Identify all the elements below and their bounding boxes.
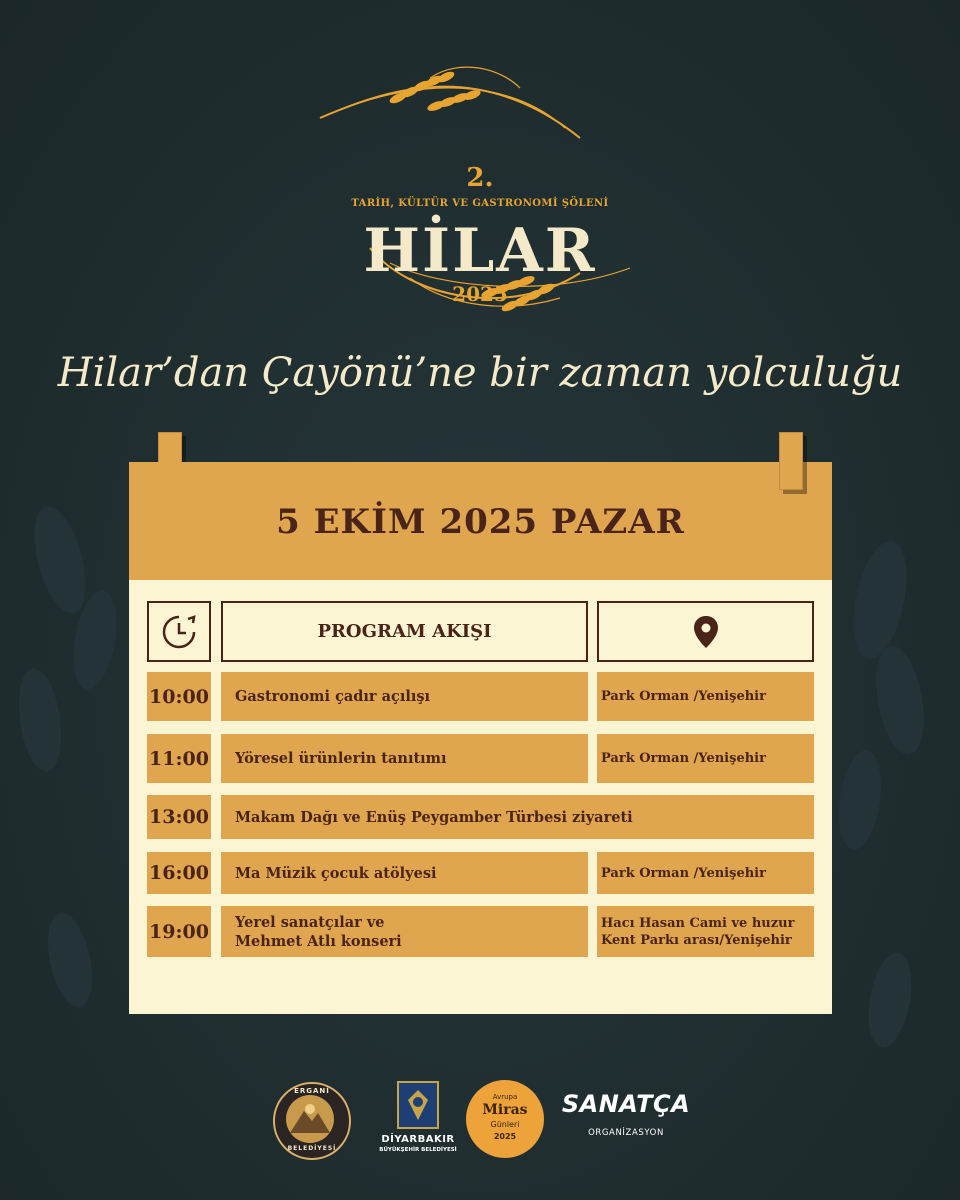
diyarbakir-municipality-logo — [379, 1080, 457, 1156]
row-5-event-line-1: Yerel sanatçılar ve — [235, 913, 385, 931]
row-5-location-line-1: Hacı Hasan Cami ve huzur — [601, 915, 795, 931]
diyarbakir-logo-sub: BÜYÜKŞEHİR BELEDİYESİ — [379, 1147, 457, 1153]
row-4-location: Park Orman /Yenişehir — [597, 852, 814, 894]
logo-subtitle: TARİH, KÜLTÜR VE GASTRONOMİ ŞÖLENİ — [351, 198, 609, 209]
row-1-event: Gastronomi çadır açılışı — [221, 672, 588, 721]
ergani-logo-bottom-text: BELEDİYESİ — [287, 1145, 337, 1152]
schedule-date: 5 EKİM 2025 PAZAR — [276, 502, 685, 542]
time-header — [147, 601, 211, 662]
row-4-event: Ma Müzik çocuk atölyesi — [221, 852, 588, 894]
sanatca-logo-sub: ORGANİZASYON — [588, 1128, 664, 1138]
schedule-board — [129, 462, 832, 1014]
sanatca-organization-logo — [556, 1090, 696, 1150]
logo-year: 2025 — [452, 282, 508, 306]
location-header — [597, 601, 814, 662]
row-2-time: 11:00 — [147, 734, 211, 783]
board-clip-right — [779, 432, 803, 490]
row-5-event — [221, 906, 588, 957]
clock-icon — [160, 613, 198, 651]
row-1-time: 10:00 — [147, 672, 211, 721]
ergani-logo-top-text: ERGANİ — [294, 1087, 330, 1095]
row-4-time: 16:00 — [147, 852, 211, 894]
miras-line-1: Avrupa — [492, 1093, 518, 1101]
program-header-label: PROGRAM AKIŞI — [317, 621, 492, 642]
row-1-location: Park Orman /Yenişehir — [597, 672, 814, 721]
diyarbakir-emblem-icon — [384, 1080, 452, 1132]
miras-line-3: Günleri — [490, 1120, 520, 1129]
mountain-icon — [286, 1095, 334, 1143]
row-2-location: Park Orman /Yenişehir — [597, 734, 814, 783]
mountain-emblem-icon — [286, 1095, 334, 1143]
row-5-location-line-2: Kent Parkı arası/Yenişehir — [601, 932, 792, 948]
miras-line-2: Miras — [482, 1102, 528, 1118]
miras-gunleri-logo — [466, 1080, 544, 1158]
row-5-time: 19:00 — [147, 906, 211, 957]
location-pin-icon — [693, 615, 719, 649]
row-3-time: 13:00 — [147, 795, 211, 839]
sanatca-logo-name: SANATÇA — [561, 1090, 691, 1118]
tagline: Hilar’dan Çayönü’ne bir zaman yolculuğu — [57, 350, 903, 396]
row-2-event: Yöresel ürünlerin tanıtımı — [221, 734, 588, 783]
program-header — [221, 601, 588, 662]
logo-edition: 2. — [466, 163, 494, 193]
miras-year: 2025 — [493, 1132, 517, 1141]
logo-title: HİLAR — [363, 216, 597, 286]
row-5-location — [597, 906, 814, 957]
row-5-event-line-2: Mehmet Atlı konseri — [235, 932, 402, 950]
festival-logo — [310, 48, 650, 338]
row-3-event: Makam Dağı ve Enüş Peygamber Türbesi ziyareti — [221, 795, 814, 839]
diyarbakir-logo-name: DİYARBAKIR — [381, 1134, 455, 1145]
ergani-municipality-logo — [273, 1082, 351, 1160]
board-header — [129, 462, 832, 580]
